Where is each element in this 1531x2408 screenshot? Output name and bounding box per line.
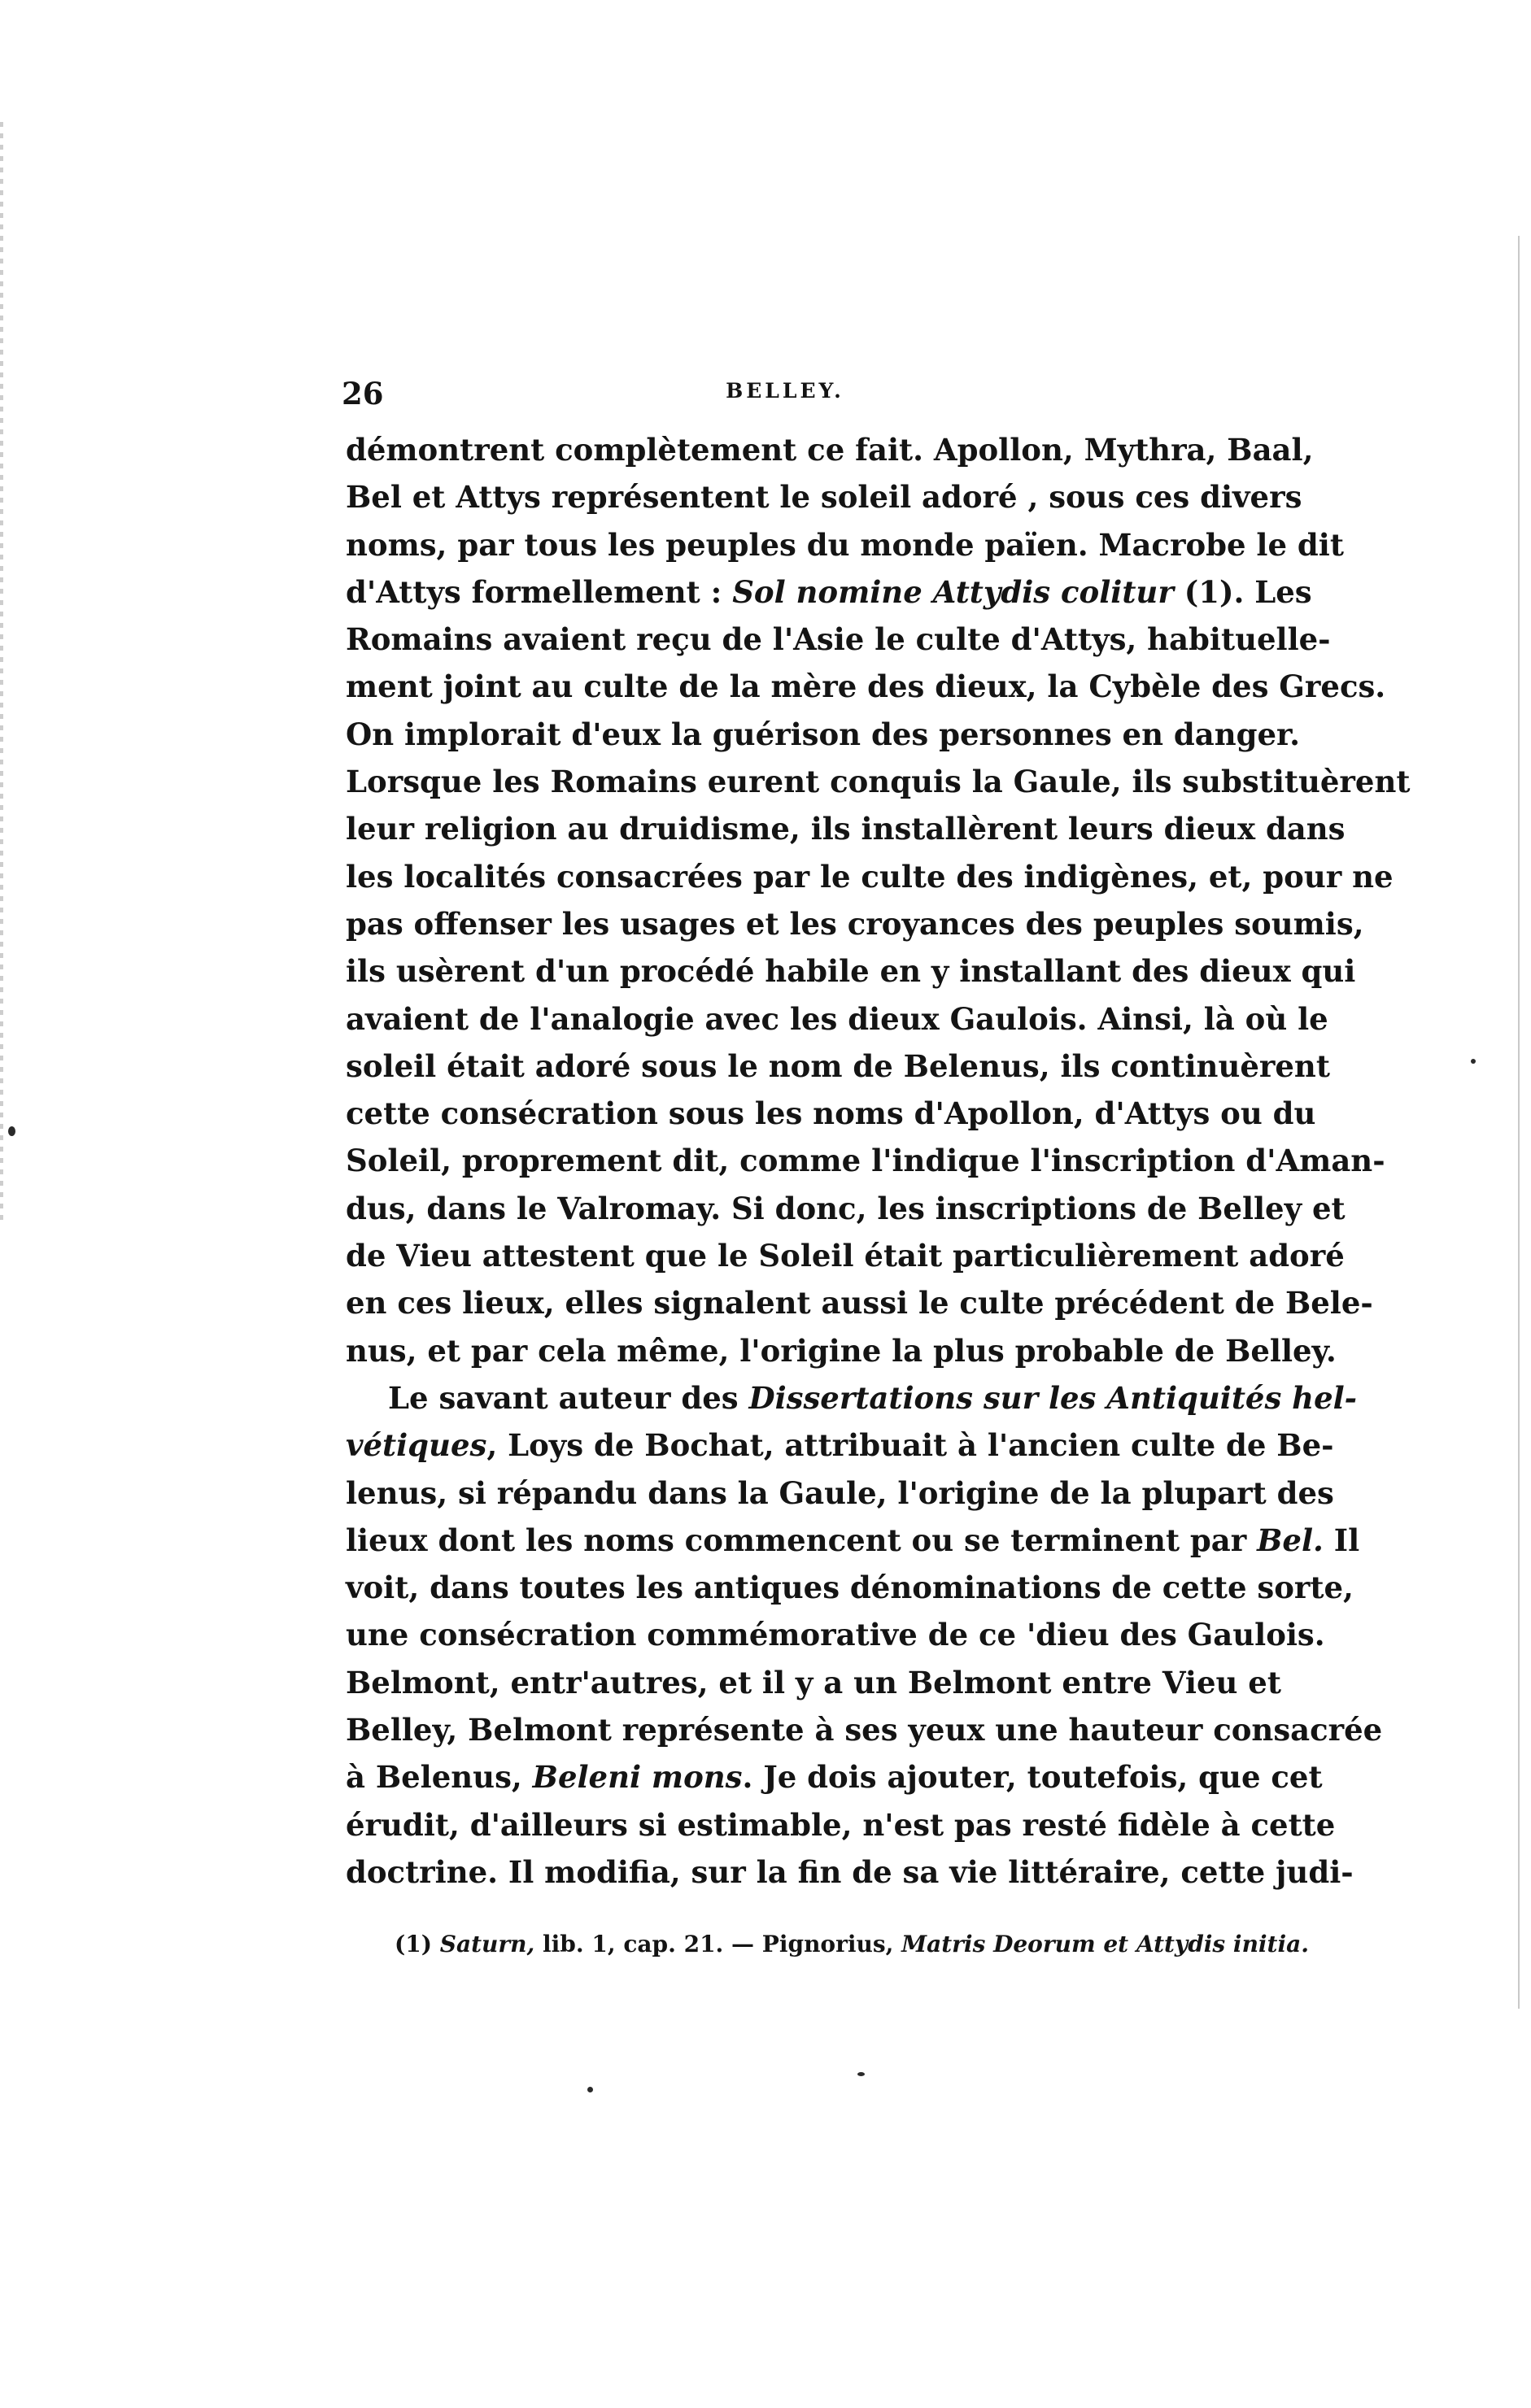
scan-speck	[1471, 1059, 1476, 1064]
text-line: ils usèrent d'un procédé habile en y installant des dieux qui	[346, 953, 1356, 990]
scan-speck	[8, 1126, 15, 1136]
page-number: 26	[342, 376, 384, 411]
footnote	[395, 1931, 1310, 1957]
scan-speck	[857, 2072, 865, 2076]
text-line: nus, et par cela même, l'origine la plus probable de Belley.	[346, 1332, 1337, 1369]
text-line: démontrent complètement ce fait. Apollon, Mythra, Baal,	[346, 432, 1314, 468]
text-line: ment joint au culte de la mère des dieux, la Cybèle des Grecs.	[346, 668, 1386, 705]
scan-speck	[587, 2087, 593, 2092]
page-header	[342, 376, 1228, 425]
footnote-work-title: Saturn,	[439, 1931, 535, 1957]
text-line: dus, dans le Valromay. Si donc, les inscriptions de Belley et	[346, 1190, 1346, 1226]
text-line: d'Attys formellement : Sol nomine Attydis colitur (1). Les	[346, 573, 1312, 610]
text-line: doctrine. Il modifia, sur la fin de sa vie littéraire, cette judi-	[346, 1853, 1354, 1890]
footnote-work-title-2: Matris Deorum et Attydis initia.	[901, 1931, 1310, 1957]
text-line: Soleil, proprement dit, comme l'indique l'inscription d'Aman-	[346, 1143, 1385, 1179]
text-line: avaient de l'analogie avec les dieux Gaulois. Ainsi, là où le	[346, 1000, 1328, 1037]
text-line: de Vieu attestent que le Soleil était particulièrement adoré	[346, 1238, 1345, 1274]
body-text	[346, 426, 1411, 1896]
text-line: en ces lieux, elles signalent aussi le culte précédent de Bele-	[346, 1285, 1373, 1322]
text-line: Belmont, entr'autres, et il y a un Belmont entre Vieu et	[346, 1664, 1281, 1700]
scan-left-edge	[0, 122, 3, 1220]
running-title: BELLEY.	[726, 379, 844, 403]
text-line: voit, dans toutes les antiques dénominations de cette sorte,	[346, 1570, 1354, 1606]
scan-right-edge-line	[1518, 236, 1520, 2009]
text-line: Romains avaient reçu de l'Asie le culte d'Attys, habituelle-	[346, 621, 1331, 658]
text-line: cette consécration sous les noms d'Apollon, d'Attys ou du	[346, 1095, 1316, 1132]
footnote-reference: lib. 1, cap. 21. — Pignorius,	[534, 1931, 902, 1957]
text-line: Bel et Attys représentent le soleil adoré , sous ces divers	[346, 479, 1302, 516]
text-line: leur religion au druidisme, ils installèrent leurs dieux dans	[346, 811, 1346, 847]
footnote-marker: (1)	[395, 1931, 432, 1957]
text-line: lieux dont les noms commencent ou se terminent par Bel. Il	[346, 1522, 1360, 1558]
text-line: à Belenus, Beleni mons. Je dois ajouter, toutefois, que cet	[346, 1759, 1323, 1796]
text-line: Lorsque les Romains eurent conquis la Gaule, ils substituèrent	[346, 764, 1411, 800]
text-line: On implorait d'eux la guérison des personnes en danger.	[346, 716, 1301, 752]
text-line: lenus, si répandu dans la Gaule, l'origine de la plupart des	[346, 1474, 1334, 1511]
text-line: une consécration commémorative de ce 'dieu des Gaulois.	[346, 1617, 1325, 1653]
text-line: vétiques, Loys de Bochat, attribuait à l'ancien culte de Be-	[346, 1427, 1334, 1464]
text-line: pas offenser les usages et les croyances des peuples soumis,	[346, 905, 1364, 942]
text-line: les localités consacrées par le culte des indigènes, et, pour ne	[346, 858, 1394, 895]
text-line: soleil était adoré sous le nom de Belenus, ils continuèrent	[346, 1047, 1330, 1084]
text-line: Belley, Belmont représente à ses yeux une hauteur consacrée	[346, 1712, 1383, 1748]
text-line: érudit, d'ailleurs si estimable, n'est pas resté fidèle à cette	[346, 1806, 1336, 1843]
paragraph-start-line: Le savant auteur des Dissertations sur les Antiquités hel-	[388, 1379, 1358, 1416]
text-line: noms, par tous les peuples du monde païen. Macrobe le dit	[346, 526, 1344, 563]
